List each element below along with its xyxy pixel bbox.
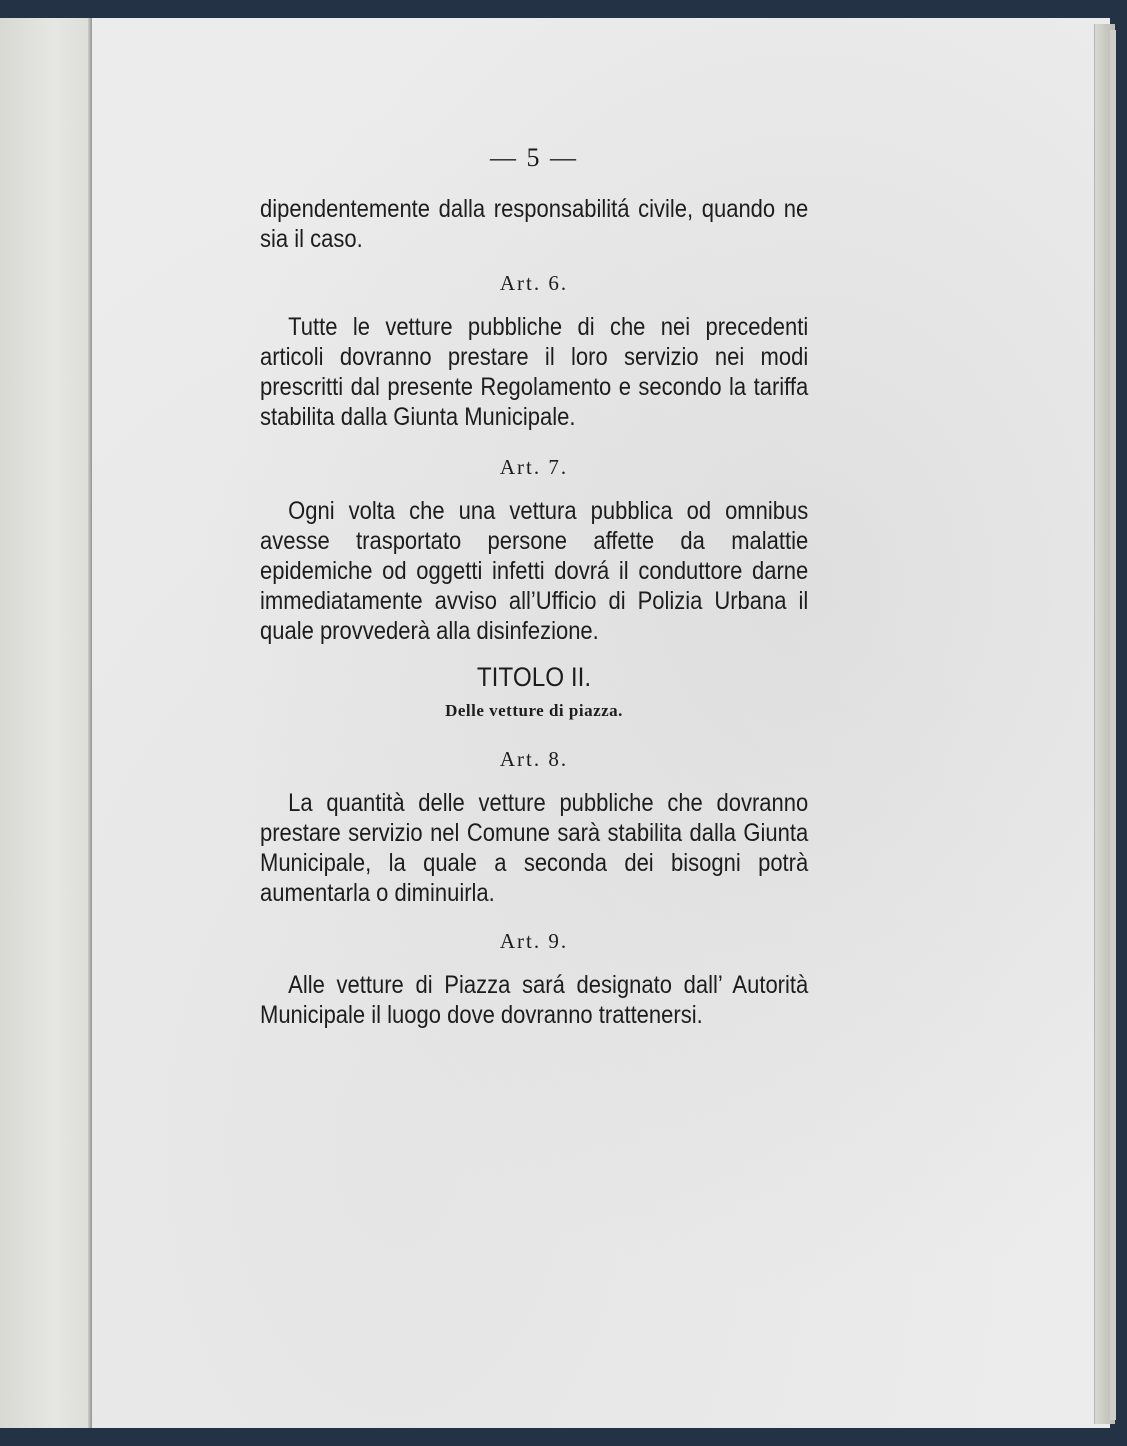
page-number: — 5 — <box>490 143 578 172</box>
article-7-heading: Art. 7. <box>499 455 569 479</box>
page-stack-edge <box>1110 30 1116 1420</box>
left-page-edge <box>0 18 92 1428</box>
article-9-text: Alle vetture di Piazza sará designato dall’ Autorità Municipale il luogo dove dovranno trattenersi. <box>260 971 809 1029</box>
article-6-heading: Art. 6. <box>499 271 569 295</box>
article-8-heading: Art. 8. <box>499 747 569 771</box>
title-subheading: Delle vetture di piazza. <box>445 701 623 720</box>
article-8-text: La quantità delle vetture pubbliche che dovranno prestare servizio nel Comune sarà stabilita dalla Giunta Municipale, la quale a seconda dei bisogni potrà aumentarla o diminuirla. <box>260 789 809 907</box>
article-6-text: Tutte le vetture pubbliche di che nei precedenti articoli dovranno prestare il loro servizio nei modi prescritti dal presente Regolamento e secondo la tariffa stabilita dalla Giunta Municipale. <box>260 313 809 431</box>
article-9-heading: Art. 9. <box>499 929 569 953</box>
title-heading: TITOLO II. <box>476 662 592 692</box>
paragraph-continuation: dipendentemente dalla responsabilitá civile, quando ne sia il caso. <box>260 195 809 253</box>
page-text <box>260 140 808 1030</box>
article-7-text: Ogni volta che una vettura pubblica od omnibus avesse trasportato persone affette da malattie epidemiche od oggetti infetti dovrá il conduttore darne immediatamente avviso all’Ufficio di Polizia Urbana il quale provvederà alla disinfezione. <box>260 497 809 645</box>
